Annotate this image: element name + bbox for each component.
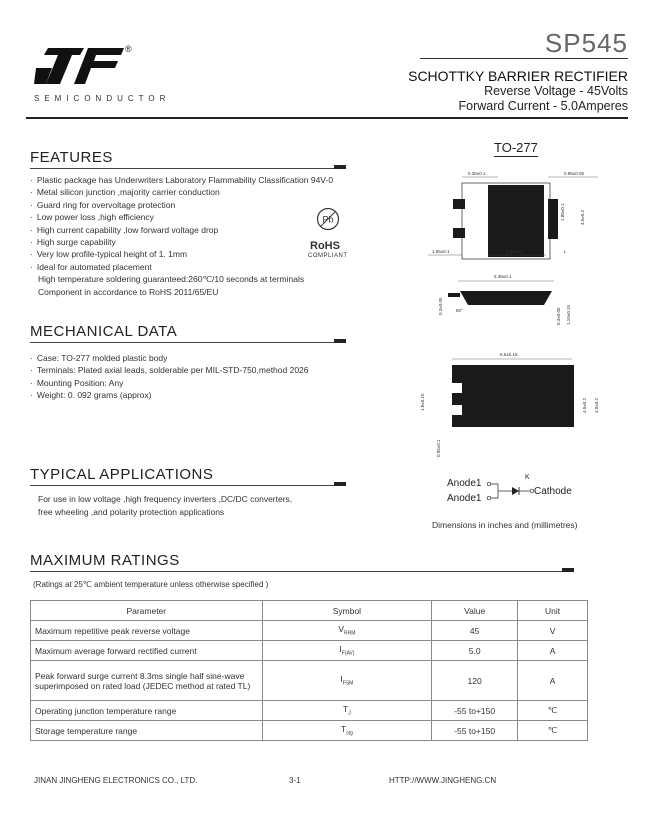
table-cell: 5.0 [432,641,518,661]
dim-label: 1.80±0.1 [560,203,565,221]
company-logo-icon [34,48,124,84]
list-item: · Weight: 0. 092 grams (approx) [30,389,309,401]
list-item: · Very low profile-typical height of 1. 1mm [30,248,333,260]
mechanical-heading: MECHANICAL DATA [30,323,178,340]
table-row [31,641,588,661]
list-item: · Ideal for automated placement [30,261,333,273]
ratings-table [30,600,588,741]
mechanical-bar [334,339,346,343]
forward-current: Forward Current - 5.0Amperes [458,99,628,113]
applications-line: free wheeling ,and polarity protection applications [38,506,225,517]
table-cell: Peak forward surge current 8.3ms single half sine-wave superimposed on rated load (JEDEC method at rated TL) [31,661,263,701]
list-item: · High current capability ,low forward voltage drop [30,224,333,236]
dim-label: 3.55±0.3 [506,249,524,254]
table-cell: Operating junction temperature range [31,701,263,721]
dim-label: 0.3±0.05 [438,297,443,315]
list-item: · Metal silicon junction ,majority carrier conduction [30,186,333,198]
table-cell: A [518,641,588,661]
table-row [31,721,588,741]
dimension-note: Dimensions in inches and (millimetres) [432,520,578,530]
logo-subtitle: SEMICONDUCTOR [34,94,171,103]
package-bottom-view [420,352,599,457]
list-item: · Case: TO-277 molded plastic body [30,352,309,364]
table-cell: Storage temperature range [31,721,263,741]
diode-symbol-icon [486,478,536,508]
applications-line: For use in low voltage ,high frequency inverters ,DC/DC converters, [38,494,293,504]
package-top-view [428,171,598,259]
lead-free-icon [316,207,340,231]
registered-mark: ® [125,44,132,54]
rohs-label: RoHS [310,240,340,252]
dim-label: L [564,249,567,254]
features-list [30,174,333,298]
table-row [31,701,588,721]
table-header: Value [432,601,518,621]
table-cell: Maximum repetitive peak reverse voltage [31,621,263,641]
table-cell: ℃ [518,701,588,721]
k-label: K [525,474,530,481]
table-cell: 120 [432,661,518,701]
table-header: Unit [518,601,588,621]
list-item: · High surge capability [30,236,333,248]
table-cell: Maximum average forward rectified current [31,641,263,661]
dim-label: 0.3±0.05 [556,307,561,325]
dim-label: 80° [456,308,463,313]
table-cell: $T_{stg}$ [262,721,432,741]
footer-url[interactable]: HTTP://WWW.JINGHENG.CN [389,776,497,785]
ratings-underline [30,571,574,572]
applications-bar [334,482,346,486]
dim-label: 0.95±0.1 [436,439,441,457]
dim-label: 1.8±0.15 [420,393,425,411]
cathode-label: Cathode [534,486,572,497]
table-cell: A [518,661,588,701]
table-header: Parameter [31,601,263,621]
header-rule [26,117,628,119]
list-item: · Terminals: Plated axial leads, solderable per MIL-STD-750,method 2026 [30,364,309,376]
list-item: Component in accordance to RoHS 2011/65/EU [38,286,219,297]
list-item: High temperature soldering guaranteed:260℃/10 seconds at terminals [38,274,305,285]
table-cell: $I_{FSM}$ [262,661,432,701]
table-row [31,621,588,641]
table-cell: ℃ [518,721,588,741]
features-underline [30,168,346,169]
anode2-label: Anode1 [447,493,482,504]
package-name: TO-277 [494,140,538,155]
list-item: · Low power loss ,high efficiency [30,211,333,223]
applications-text [38,493,292,518]
table-cell: V [518,621,588,641]
dim-label: 4.0±0.2 [580,210,585,225]
anode1-label: Anode1 [447,478,482,489]
dim-label: 1.10±0.15 [566,305,571,325]
features-heading: FEATURES [30,149,113,166]
product-title: SCHOTTKY BARRIER RECTIFIER [408,68,628,84]
list-item: · Plastic package has Underwriters Laboratory Flammability Classification 94V-0 [30,174,333,186]
pb-label: Pb [322,214,334,225]
dim-label: 5.38±0.1 [494,274,512,279]
table-cell: $V_{RRM}$ [262,621,432,641]
table-cell: 45 [432,621,518,641]
table-cell: $T_J$ [262,701,432,721]
table-cell: $I_{F(AV)}$ [262,641,432,661]
applications-underline [30,485,346,486]
dim-label: 0.30±0.1 [468,171,486,176]
ratings-note: (Ratings at 25℃ ambient temperature unless otherwise specified ) [33,580,269,589]
package-side-view [438,274,571,325]
header-divider [420,58,628,59]
mechanical-underline [30,342,346,343]
table-header: Symbol [262,601,432,621]
features-bar [334,165,346,169]
mechanical-list [30,352,309,402]
dim-label: 6.5±0.15 [500,352,518,357]
table-row [31,661,588,701]
dim-label: 4.0±0.2 [582,398,587,413]
package-drawing [418,165,608,465]
rohs-compliant: COMPLIANT [308,253,348,259]
footer-company: JINAN JINGHENG ELECTRONICS CO., LTD. [34,776,198,785]
table-header-row [31,601,588,621]
dim-label: 0.85±0.05 [564,171,584,176]
table-cell: -55 to+150 [432,721,518,741]
reverse-voltage: Reverse Voltage - 45Volts [484,84,628,98]
table-cell: -55 to+150 [432,701,518,721]
ratings-heading: MAXIMUM RATINGS [30,552,180,569]
list-item: · Guard ring for overvoltage protection [30,199,333,211]
part-number: SP545 [544,28,628,58]
ratings-bar [562,568,574,572]
applications-heading: TYPICAL APPLICATIONS [30,466,214,483]
list-item: · Mounting Position: Any [30,377,309,389]
dim-label: 4.0±0.2 [594,398,599,413]
footer-page-number: 3-1 [289,776,301,785]
dim-label: 1.55±0.1 [432,249,450,254]
